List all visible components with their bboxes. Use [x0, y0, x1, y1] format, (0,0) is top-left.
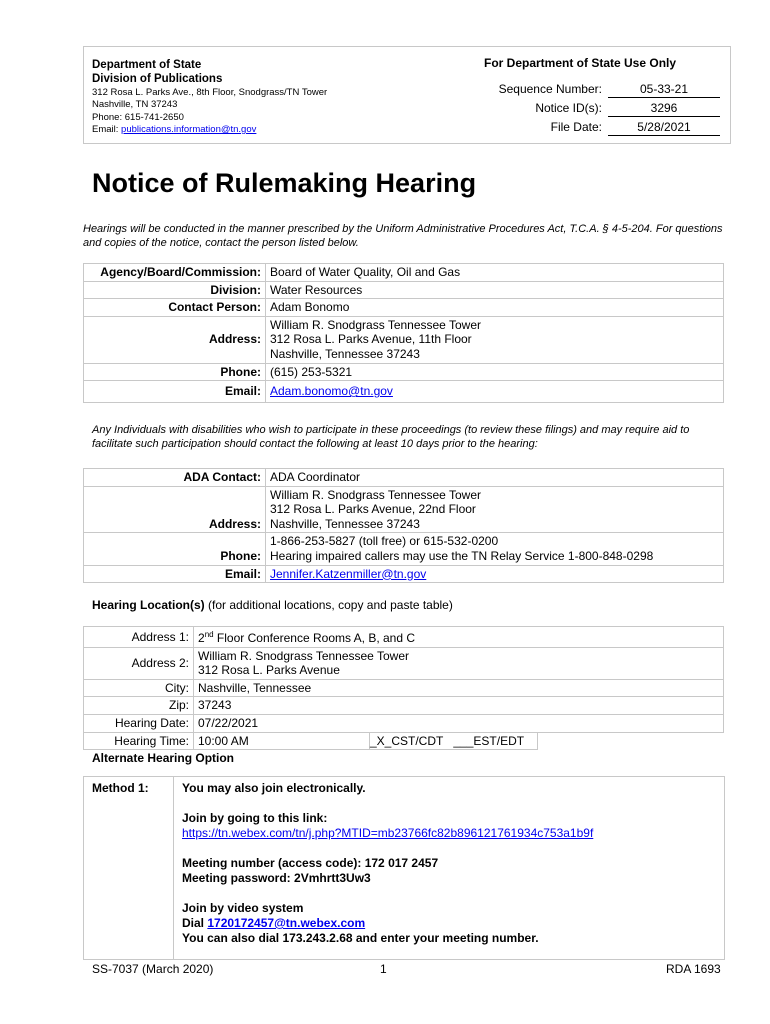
notice-label: Notice ID(s):	[535, 101, 602, 115]
table-row	[84, 363, 724, 381]
address1-label: Address 1:	[84, 627, 194, 648]
ada-table	[83, 468, 724, 583]
email-prefix: Email:	[92, 123, 122, 135]
division-value: Water Resources	[266, 281, 724, 299]
table-row	[84, 647, 724, 679]
agency-table	[83, 263, 724, 403]
address2-line1: William R. Snodgrass Tennessee Tower	[198, 648, 409, 663]
addr-email-line	[92, 124, 327, 136]
ada-address-label: Address:	[84, 486, 266, 533]
agency-value: Board of Water Quality, Oil and Gas	[266, 264, 724, 282]
address1-floor-suffix: nd	[204, 630, 214, 639]
address2-label: Address 2:	[84, 647, 194, 679]
contact-value: Adam Bonomo	[266, 299, 724, 317]
table-row	[84, 264, 724, 282]
address1-floor-number: 2	[198, 631, 205, 645]
city-label: City:	[84, 679, 194, 697]
publications-email-link[interactable]: publications.information@tn.gov	[121, 123, 257, 135]
webex-link[interactable]: https://tn.webex.com/tn/j.php?MTID=mb23766fc82b896121761934c753a1b9f	[182, 826, 594, 840]
video-heading: Join by video system	[182, 901, 304, 915]
notice-row	[470, 101, 722, 117]
file-date-value: 5/28/2021	[608, 120, 720, 136]
address-label: Address:	[84, 316, 266, 363]
table-row	[84, 281, 724, 299]
ada-address-line1: William R. Snodgrass Tennessee Tower	[270, 487, 481, 502]
meeting-number: Meeting number (access code): 172 017 2457	[182, 856, 439, 870]
dept-line2: Division of Publications	[92, 73, 223, 85]
locations-heading	[92, 598, 453, 612]
contact-label: Contact Person:	[84, 299, 266, 317]
department-address	[92, 87, 327, 136]
use-only-heading: For Department of State Use Only	[484, 56, 677, 70]
contact-email-link[interactable]: Adam.bonomo@tn.gov	[270, 384, 393, 399]
address2-value	[194, 647, 724, 679]
footer-form-id: SS-7037 (March 2020)	[92, 962, 214, 976]
table-row	[84, 627, 724, 648]
notice-value: 3296	[608, 101, 720, 117]
address-line2: 312 Rosa L. Parks Avenue, 11th Floor	[270, 332, 472, 347]
join-electronic-text: You may also join electronically.	[182, 781, 366, 795]
ada-phone-line2: Hearing impaired callers may use the TN Relay Service 1-800-848-0298	[270, 548, 654, 563]
meeting-password: Meeting password: 2Vmhrtt3Uw3	[182, 871, 371, 885]
table-row	[84, 697, 724, 715]
ada-email-link[interactable]: Jennifer.Katzenmiller@tn.gov	[270, 566, 427, 581]
cst-option: _X_CST/CDT	[370, 733, 444, 748]
est-option: ___EST/EDT	[453, 733, 525, 748]
ada-intro-paragraph: Any Individuals with disabilities who wish to participate in these proceedings (to review these filings) and may require aid to facilitate such participation should contact the following at least 10 days prior to the hearing:	[92, 424, 690, 450]
table-row	[84, 679, 724, 697]
ada-phone-value	[266, 533, 724, 565]
addr-line1: 312 Rosa L. Parks Ave., 8th Floor, Snodgrass/TN Tower	[92, 87, 328, 98]
division-label: Division:	[84, 281, 266, 299]
ada-address-line3: Nashville, Tennessee 37243	[270, 516, 420, 531]
file-date-row	[470, 120, 722, 136]
ada-address-line2: 312 Rosa L. Parks Avenue, 22nd Floor	[270, 502, 476, 517]
ada-contact-label: ADA Contact:	[84, 469, 266, 487]
address-line3: Nashville, Tennessee 37243	[270, 346, 420, 361]
zip-label: Zip:	[84, 697, 194, 715]
alternate-heading: Alternate Hearing Option	[92, 751, 235, 765]
address1-value	[194, 627, 724, 648]
footer-rda: RDA 1693	[666, 962, 721, 976]
address-value	[266, 316, 724, 363]
addr-line3: Phone: 615-741-2650	[92, 111, 184, 123]
table-row	[84, 714, 724, 732]
locations-heading-rest: (for additional locations, copy and paste table)	[204, 598, 453, 612]
table-row	[84, 533, 724, 565]
dial-prefix: Dial	[182, 916, 208, 930]
method-divider	[173, 776, 174, 960]
zip-value: 37243	[194, 697, 724, 715]
locations-heading-bold: Hearing Location(s)	[92, 598, 205, 612]
ada-phone-line1: 1-866-253-5827 (toll free) or 615-532-0200	[270, 534, 499, 549]
page-title: Notice of Rulemaking Hearing	[92, 168, 477, 198]
address-line1: William R. Snodgrass Tennessee Tower	[270, 317, 481, 332]
table-row	[84, 486, 724, 533]
table-row	[84, 381, 724, 403]
dept-line1: Department of State	[92, 59, 202, 71]
method-label: Method 1:	[92, 781, 149, 795]
empty-cell	[538, 732, 724, 750]
ada-address-value	[266, 486, 724, 533]
hearing-date-label: Hearing Date:	[84, 714, 194, 732]
footer-page-number: 1	[380, 962, 387, 976]
dial-video-link[interactable]: 1720172457@tn.webex.com	[207, 916, 366, 930]
hearing-time-value: 10:00 AM	[194, 732, 370, 750]
file-date-label: File Date:	[550, 120, 602, 134]
ada-phone-label: Phone:	[84, 533, 266, 565]
table-row	[84, 316, 724, 363]
phone-value: (615) 253-5321	[266, 363, 724, 381]
phone-label: Phone:	[84, 363, 266, 381]
table-row	[84, 299, 724, 317]
table-row	[84, 469, 724, 487]
table-row	[84, 732, 724, 750]
ada-email-label: Email:	[84, 565, 266, 583]
hearing-date-value: 07/22/2021	[194, 714, 724, 732]
ada-contact-value: ADA Coordinator	[266, 469, 724, 487]
address2-line2: 312 Rosa L. Parks Avenue	[198, 663, 340, 678]
time-zone-options	[370, 732, 538, 750]
dial-ip-text: You can also dial 173.243.2.68 and enter your meeting number.	[182, 931, 539, 945]
intro-paragraph: Hearings will be conducted in the manner prescribed by the Uniform Administrative Procedures Act, T.C.A. § 4-5-204. For questions and copies of the notice, contact the person listed below.	[83, 223, 723, 249]
sequence-row	[470, 82, 722, 98]
dial-line	[182, 916, 365, 930]
table-row	[84, 565, 724, 583]
email-label: Email:	[84, 381, 266, 403]
department-name	[92, 58, 222, 86]
locations-table	[83, 626, 724, 750]
addr-line2: Nashville, TN 37243	[92, 99, 178, 111]
hearing-time-label: Hearing Time:	[84, 732, 194, 750]
agency-label: Agency/Board/Commission:	[84, 264, 266, 282]
sequence-value: 05-33-21	[608, 82, 720, 98]
city-value: Nashville, Tennessee	[194, 679, 724, 697]
sequence-label: Sequence Number:	[498, 82, 602, 96]
join-link-text: Join by going to this link:	[182, 811, 328, 825]
address1-rest: Floor Conference Rooms A, B, and C	[213, 631, 416, 645]
